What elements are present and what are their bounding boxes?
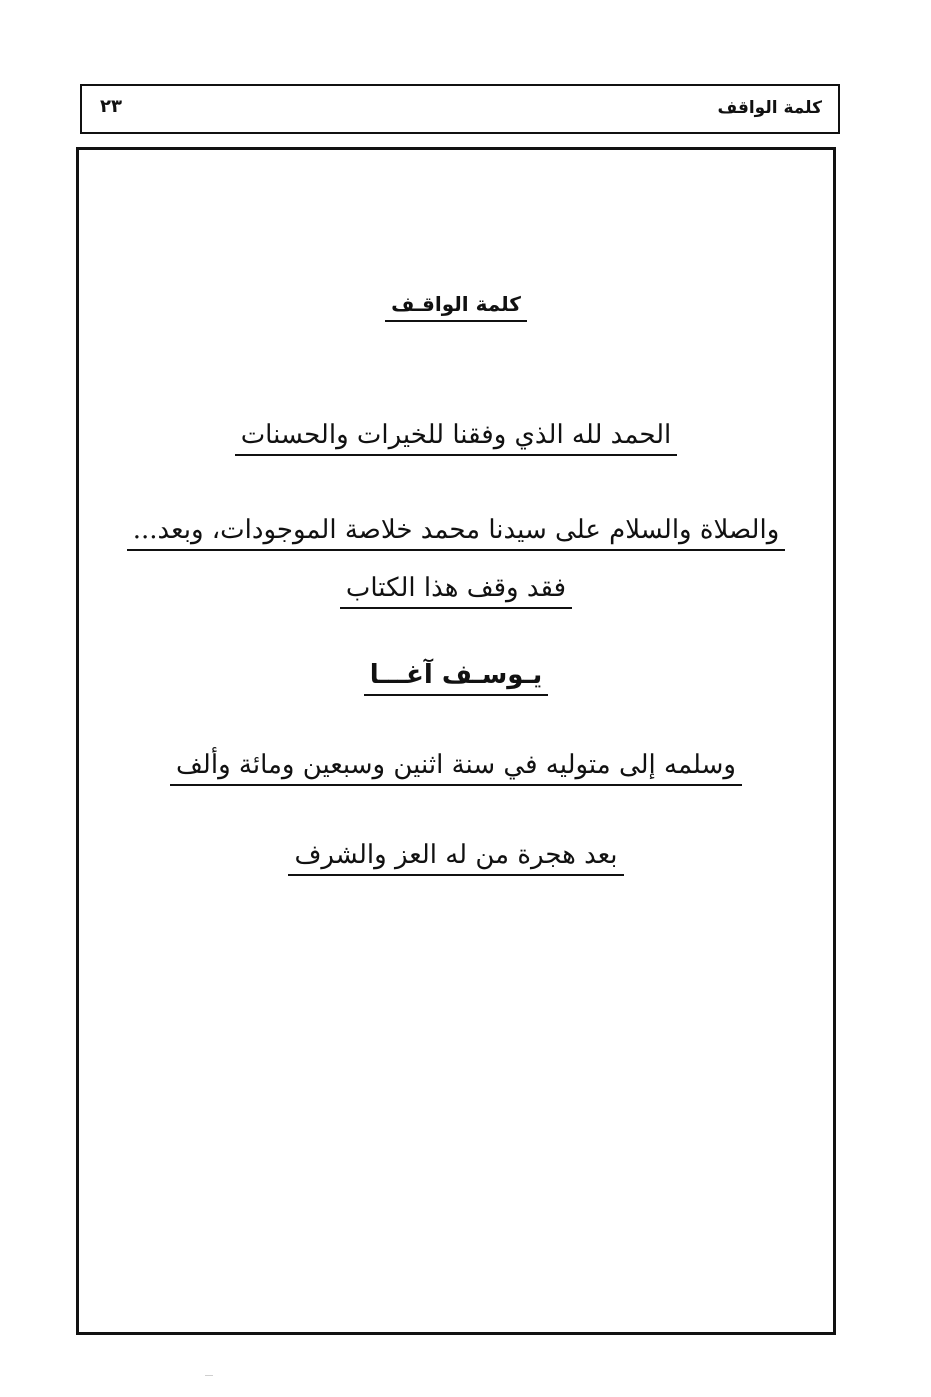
content-frame — [76, 147, 836, 1335]
text-line-2 — [79, 515, 833, 551]
scan-artifact — [205, 1375, 213, 1376]
text-line-1 — [79, 420, 833, 456]
text-line-4 — [79, 750, 833, 786]
section-heading — [79, 292, 833, 322]
running-title: كلمة الواقف — [717, 98, 822, 118]
endower-name-text: يـوسـف آغـــا — [364, 660, 549, 696]
section-heading-text: كلمة الواقـف — [385, 292, 527, 322]
endower-name — [79, 660, 833, 696]
text-line-4-text: وسلمه إلى متوليه في سنة اثنين وسبعين ومائة وألف — [170, 750, 742, 786]
text-line-1-text: الحمد لله الذي وفقنا للخيرات والحسنات — [235, 420, 678, 456]
text-line-3-text: فقد وقف هذا الكتاب — [340, 573, 572, 609]
text-line-5 — [79, 840, 833, 876]
page-number: ٢٣ — [100, 96, 122, 117]
text-line-5-text: بعد هجرة من له العز والشرف — [288, 840, 623, 876]
text-line-2-text: والصلاة والسلام على سيدنا محمد خلاصة الموجودات، وبعد... — [127, 515, 786, 551]
text-line-3 — [79, 573, 833, 609]
page-header — [80, 84, 840, 134]
